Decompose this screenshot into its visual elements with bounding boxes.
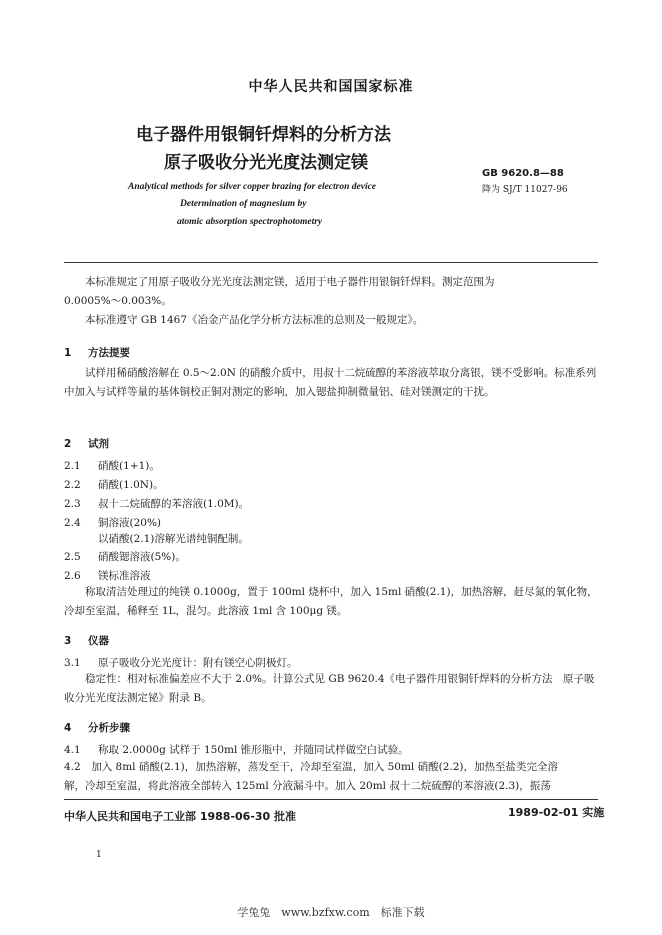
magnesium-standard-paragraph: 称取清洁处理过的纯镁 0.1000g，置于 100ml 烧杯中，加入 15ml 硝酸(2.1)，加热溶解，赶尽氮的氧化物，冷却至室温，稀释至 1L，混匀。此溶液 1ml 含 100μg 镁。 (64, 586, 598, 617)
approval-note: 中华人民共和国电子工业部 1988-06-30 批准 (64, 810, 297, 823)
item-number: 2.5 (64, 551, 81, 563)
intro-line1: 本标准规定了用原子吸收分光光度法测定镁，适用于电子器件用银铜钎焊料。测定范围为 (85, 276, 495, 288)
section-2-heading (64, 436, 109, 451)
item-number: 4.1 (64, 744, 81, 756)
footer-divider (64, 799, 598, 800)
item-number: 2.4 (64, 517, 81, 529)
item-number: 2.3 (64, 498, 81, 510)
section-number: 1 (64, 347, 72, 359)
intro-paragraph-2: 本标准遵守 GB 1467《冶金产品化学分析方法标准的总则及一般规定》。 (85, 314, 424, 326)
section-title: 仪器 (88, 635, 109, 647)
intro-line2: 0.0005%～0.003%。 (64, 295, 172, 307)
item-number: 2.2 (64, 479, 81, 491)
reagent-item (64, 549, 186, 564)
reagent-item (64, 496, 249, 511)
copper-solution-note: 以硝酸(2.1)溶解光谱纯铜配制。 (98, 533, 249, 545)
document-title-line1: 电子器件用银铜钎焊料的分析方法 (136, 125, 391, 145)
section-title: 方法提要 (88, 347, 130, 359)
section-number: 3 (64, 635, 72, 647)
english-title-line1: Analytical methods for silver copper brazing for electron device (128, 182, 377, 192)
item-text: 硝酸(1.0N)。 (98, 479, 164, 491)
standard-number: GB 9620.8—88 (482, 168, 564, 179)
reagent-item (64, 477, 164, 492)
section-title: 分析步骤 (88, 722, 130, 734)
item-text: 硝酸(1+1)。 (98, 460, 160, 472)
item-text: 镁标准溶液 (98, 570, 151, 582)
item-number: 2.6 (64, 570, 81, 582)
item-number: 3.1 (64, 657, 81, 669)
section-3-heading (64, 633, 109, 648)
implementation-date: 1989-02-01 实施 (508, 806, 605, 819)
item-text: 硝酸锶溶液(5%)。 (98, 551, 186, 563)
replacement-note: 降为 SJ/T 11027-96 (482, 185, 568, 195)
item-text: 铜溶液(20%) (98, 517, 162, 529)
section-title: 试剂 (88, 438, 109, 450)
section-number: 2 (64, 438, 72, 450)
english-title-line2: Determination of magnesium by (180, 199, 307, 209)
reagent-item (64, 458, 160, 473)
header-divider (64, 262, 598, 263)
section-1-heading (64, 345, 130, 360)
page-number: 1 (96, 850, 102, 860)
procedure-4-2-line1: 4.2 加入 8ml 硝酸(2.1)，加热溶解，蒸发至干，冷却至室温，加入 50ml 硝酸(2.2)，加热至盐类完全溶 (64, 761, 559, 773)
document-title-line2: 原子吸收分光光度法测定镁 (164, 153, 368, 173)
item-number: 2.1 (64, 460, 81, 472)
instrument-item (64, 655, 298, 670)
section-number: 4 (64, 722, 72, 734)
section-1-paragraph: 试样用稀硝酸溶解在 0.5～2.0N 的硝酸介质中，用叔十二烷硫醇的苯溶液萃取分离银，镁不受影响。标准系列中加入与试样等量的基体铜校正铜对测定的影响，加入锶盐抑制微量铝、硅对镁测定的干扰。 (64, 367, 597, 398)
item-text: 叔十二烷硫醇的苯溶液(1.0M)。 (98, 498, 250, 510)
intro-paragraph-1 (64, 273, 598, 292)
national-standard-heading: 中华人民共和国国家标准 (248, 79, 414, 95)
english-title-line3: atomic absorption spectrophotometry (177, 217, 323, 227)
procedure-4-2-line2: 解，冷却至室温，将此溶液全部转入 125ml 分液漏斗中。加入 20ml 叔十二烷硫醇的苯溶液(2.3)，振荡 (64, 780, 551, 792)
watermark-text: 学兔兔 www.bzfxw.com 标准下载 (237, 906, 425, 919)
reagent-item (64, 568, 151, 583)
procedure-item (64, 742, 409, 757)
section-4-heading (64, 720, 130, 735)
reagent-item (64, 515, 161, 530)
item-text: 原子吸收分光光度计：附有镁空心阴极灯。 (98, 657, 298, 669)
stability-paragraph: 稳定性：相对标准偏差应不大于 2.0%。计算公式见 GB 9620.4《电子器件用银铜钎焊料的分析方法 原子吸收分光光度法测定铋》附录 B。 (64, 673, 595, 704)
item-text: 称取 2.0000g 试样于 150ml 锥形瓶中，并随同试样做空白试验。 (98, 744, 409, 756)
